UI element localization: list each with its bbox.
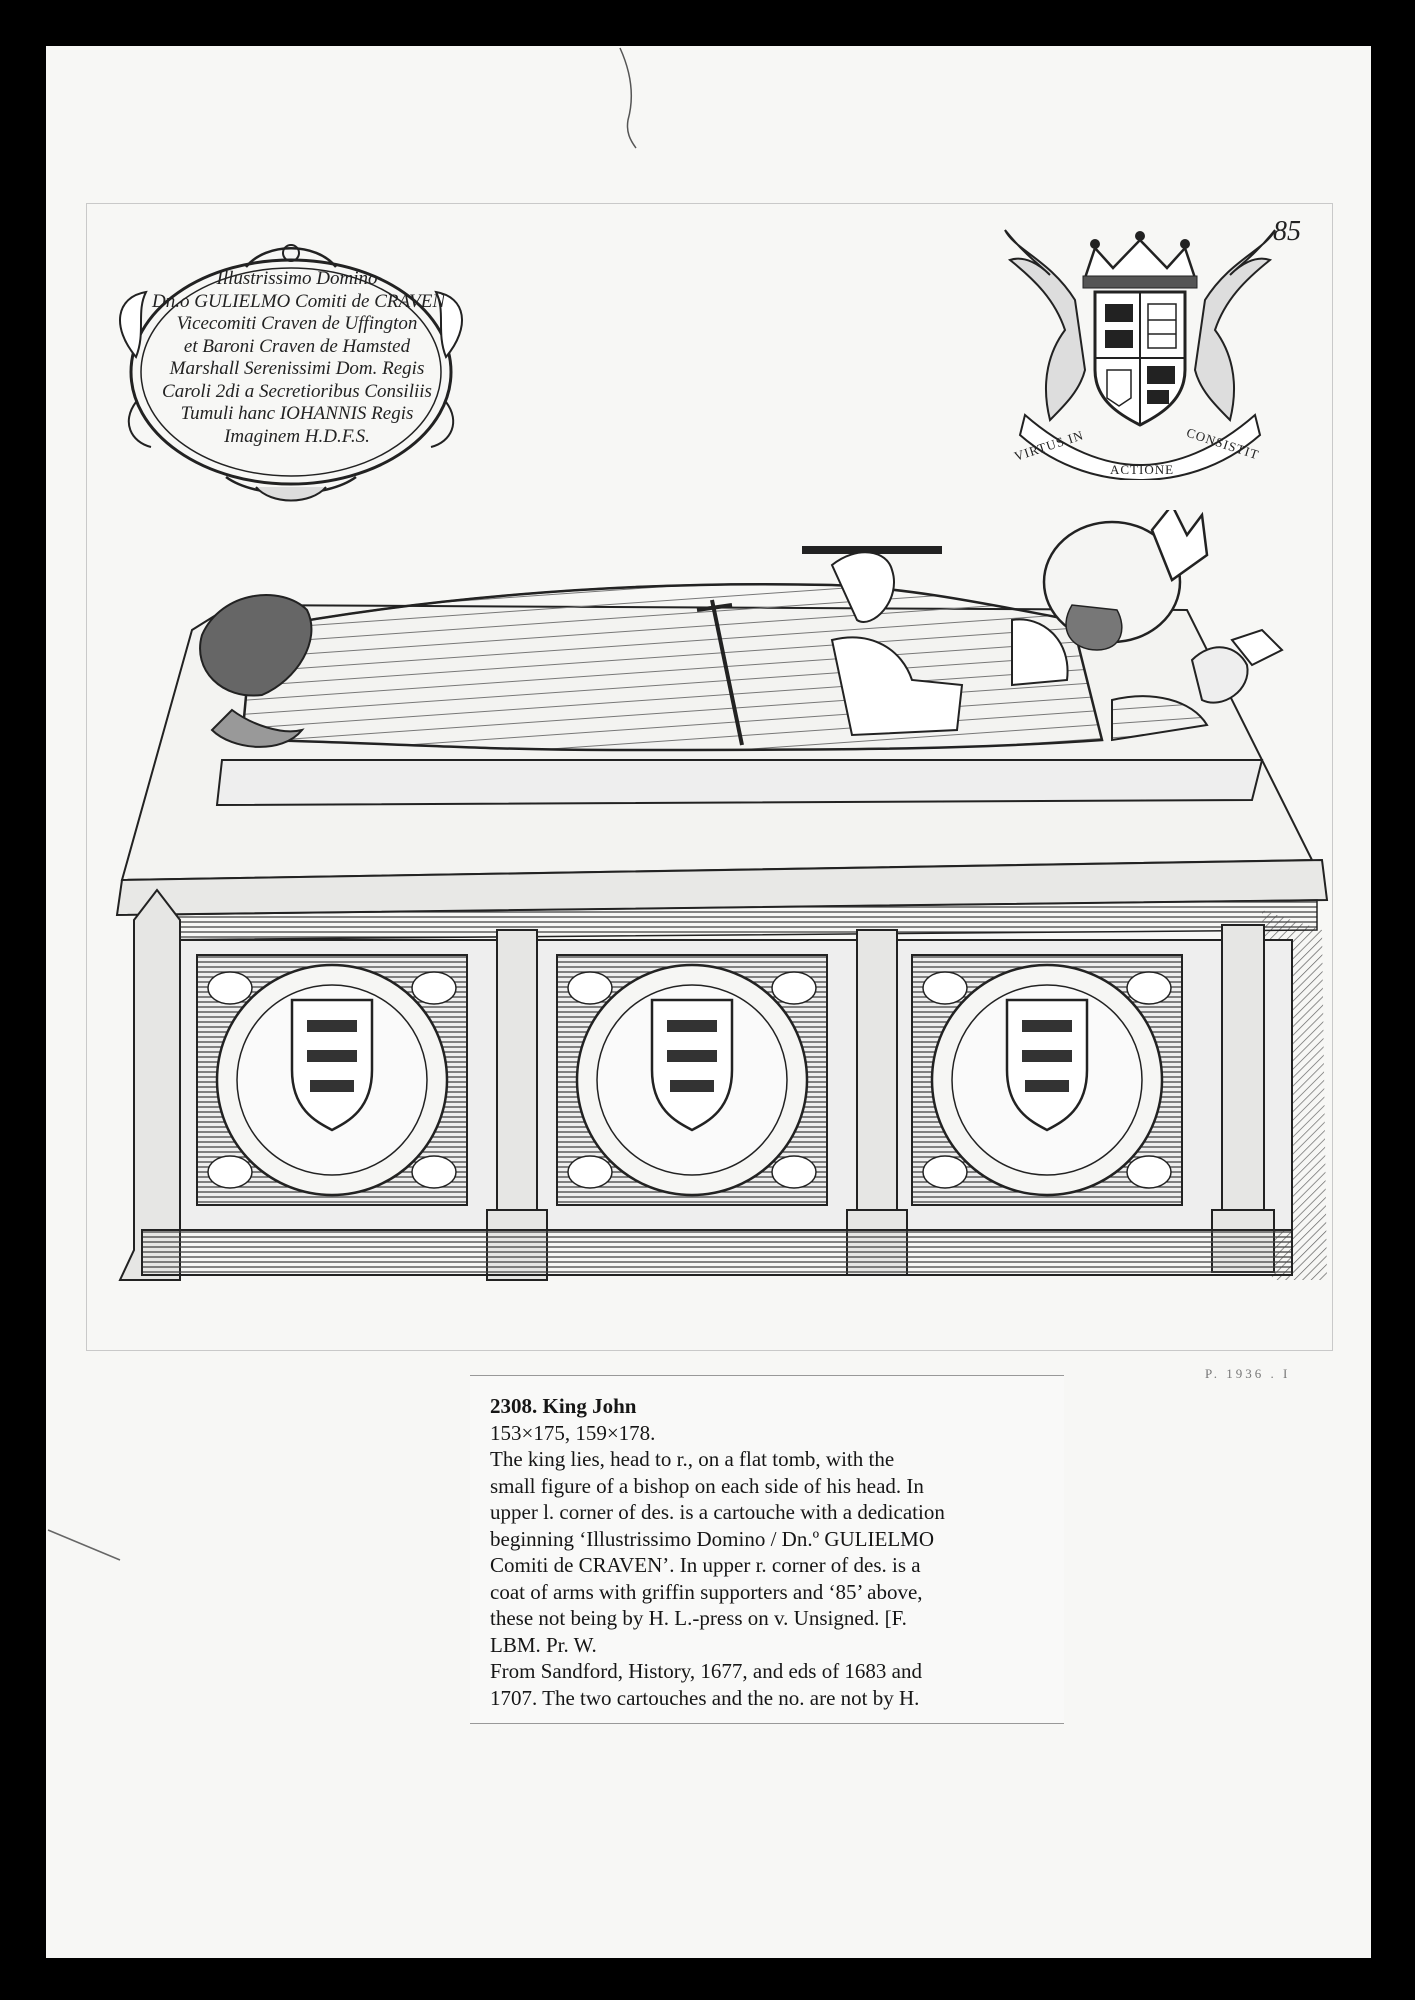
cartouche-line: Dn.o GULIELMO Comiti de CRAVEN (152, 290, 446, 312)
paper-crease (600, 40, 660, 150)
plate-number: 85 (1273, 216, 1301, 247)
source-line: 1707. The two cartouches and the no. are not by H. (490, 1685, 920, 1710)
motto-bottom: ACTIONE (1110, 462, 1175, 477)
motto-left: VIRTUS IN (1012, 427, 1086, 464)
cartouche-inscription (152, 268, 446, 448)
cartouche-line: Illustrissimo Domino (216, 268, 378, 289)
cartouche-line: Vicecomiti Craven de Uffington (176, 313, 418, 334)
description-line: coat of arms with griffin supporters and ‘85’ above, (490, 1579, 923, 1604)
coat-of-arms (955, 220, 1325, 480)
description-line: these not being by H. L.-press on v. Unsigned. [F. (490, 1606, 907, 1630)
cartouche-line: et Baroni Craven de Hamsted (183, 335, 411, 357)
cartouche-line: Caroli 2di a Secretioribus Consiliis (162, 380, 432, 402)
cartouche-line: Marshall Serenissimi Dom. Regis (169, 358, 425, 379)
archive-stamp: P. 1936 . I (1205, 1366, 1291, 1381)
cartouche-line: Imaginem H.D.F.S. (224, 425, 370, 447)
dimensions: 153×175, 159×178. (490, 1420, 656, 1445)
catalogue-label (470, 1375, 1064, 1724)
motto-right: CONSISTIT (1184, 424, 1262, 463)
cartouche-line: Tumuli hanc IOHANNIS Regis (180, 403, 414, 424)
catalogue-title: 2308. King John (490, 1394, 637, 1418)
description-line: LBM. Pr. W. (490, 1632, 597, 1657)
source-line: From Sandford, History, 1677, and eds of 1683 and (490, 1659, 923, 1683)
description-line: upper l. corner of des. is a cartouche with a dedication (490, 1500, 945, 1524)
description-line: small figure of a bishop on each side of his head. In (490, 1473, 924, 1498)
description-line: The king lies, head to r., on a flat tomb, with the (490, 1447, 895, 1471)
description-line: Comiti de CRAVEN’. In upper r. corner of des. is a (490, 1553, 921, 1577)
description-line: beginning ‘Illustrissimo Domino / Dn.º GULIELMO (490, 1526, 934, 1551)
tomb-of-king-john-illustration (112, 510, 1334, 1310)
